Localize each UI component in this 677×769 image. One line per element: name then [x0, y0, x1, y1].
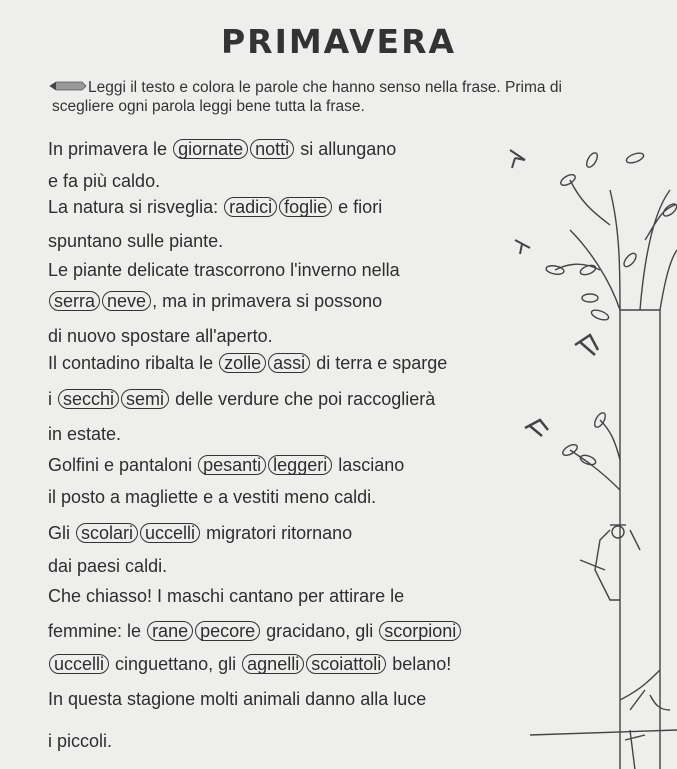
static-text: migratori ritornano: [206, 523, 353, 543]
text-line: dai paesi caldi.: [48, 556, 168, 576]
word-choice[interactable]: scoiattoli: [306, 654, 386, 674]
text-line: [48, 138, 396, 160]
text-line: [48, 388, 435, 410]
text-line: In questa stagione molti animali danno alla luce: [48, 689, 427, 709]
static-text: gracidano, gli: [266, 621, 374, 641]
static-text: Gli: [48, 523, 70, 543]
text-line: [48, 620, 462, 642]
static-text: e fiori: [338, 197, 383, 217]
word-choice[interactable]: agnelli: [242, 654, 304, 674]
word-choice[interactable]: uccelli: [49, 654, 109, 674]
static-text: Il contadino ribalta le: [48, 353, 214, 373]
word-choice[interactable]: rane: [147, 621, 193, 641]
static-text: La natura si risveglia:: [48, 197, 219, 217]
word-choice[interactable]: leggeri: [268, 455, 332, 475]
text-line: [48, 352, 447, 374]
word-choice[interactable]: giornate: [173, 139, 248, 159]
page-title: PRIMAVERA: [220, 22, 457, 61]
word-choice[interactable]: notti: [250, 139, 294, 159]
static-text: , ma in primavera si possono: [152, 291, 383, 311]
static-text: Golfini e pantaloni: [48, 455, 193, 475]
word-choice[interactable]: radici: [224, 197, 277, 217]
text-line: Che chiasso! I maschi cantano per attirare le: [48, 586, 405, 606]
word-choice[interactable]: semi: [121, 389, 169, 409]
text-line: Le piante delicate trascorrono l'inverno nella: [48, 260, 400, 280]
static-text: cinguettano, gli: [115, 654, 237, 674]
text-line: [48, 290, 382, 312]
word-choice[interactable]: secchi: [58, 389, 119, 409]
text-line: [48, 522, 352, 544]
word-choice[interactable]: neve: [102, 291, 151, 311]
static-text: femmine: le: [48, 621, 142, 641]
word-choice[interactable]: serra: [49, 291, 100, 311]
word-choice[interactable]: scolari: [76, 523, 138, 543]
word-choice[interactable]: uccelli: [140, 523, 200, 543]
static-text: di terra e sparge: [316, 353, 448, 373]
static-text: delle verdure che poi raccoglierà: [175, 389, 436, 409]
instruction-line: scegliere ogni parola leggi bene tutta la frase.: [52, 98, 365, 115]
word-choice[interactable]: scorpioni: [379, 621, 461, 641]
static-text: i: [48, 389, 52, 409]
static-text: si allungano: [300, 139, 397, 159]
word-choice[interactable]: pecore: [195, 621, 260, 641]
text-line: di nuovo spostare all'aperto.: [48, 326, 273, 346]
text-line: [48, 196, 382, 218]
text-line: [48, 653, 451, 675]
word-choice[interactable]: foglie: [279, 197, 332, 217]
text-line: [48, 454, 404, 476]
text-line: spuntano sulle piante.: [48, 231, 224, 251]
text-line: il posto a magliette e a vestiti meno caldi.: [48, 487, 377, 507]
text-line: i piccoli.: [48, 731, 113, 751]
static-text: belano!: [392, 654, 452, 674]
static-text: lasciano: [338, 455, 405, 475]
text-line: e fa più caldo.: [48, 171, 161, 191]
instruction-line: Leggi il testo e colora le parole che hanno senso nella frase. Prima di: [88, 79, 562, 96]
static-text: In primavera le: [48, 139, 168, 159]
word-choice[interactable]: assi: [268, 353, 310, 373]
instruction-text: [52, 78, 662, 116]
text-line: in estate.: [48, 424, 122, 444]
word-choice[interactable]: zolle: [219, 353, 266, 373]
word-choice[interactable]: pesanti: [198, 455, 266, 475]
tree-illustration: [470, 130, 677, 769]
